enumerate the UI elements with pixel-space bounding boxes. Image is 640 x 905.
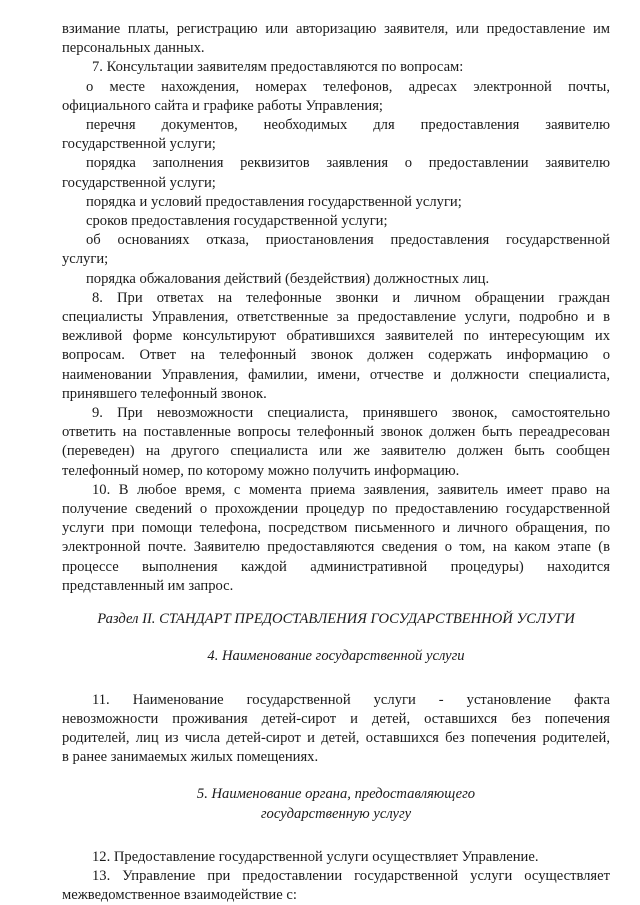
- text-line: специалисты Управления, ответственные за предоставление услуги, подробно и в: [62, 309, 610, 326]
- paragraph-13: [62, 867, 610, 905]
- text-line: официального сайта и графике работы Управления;: [62, 97, 383, 114]
- text-line: родителей, лиц из числа детей-сирот и детей, оставшихся без попечения родителей,: [62, 729, 610, 746]
- heading-line: государственную услугу: [260, 805, 412, 822]
- text-line: получение сведений о прохождении процедур по предоставлению государственной: [62, 501, 610, 518]
- text-line: 8. При ответах на телефонные звонки и личном обращении граждан: [92, 289, 610, 306]
- paragraph-9: [62, 404, 610, 481]
- paragraph-11: [62, 691, 610, 768]
- text-line: перечня документов, необходимых для предоставления заявителю: [86, 117, 610, 134]
- text-line: об основаниях отказа, приостановления предоставления государственной: [86, 232, 610, 249]
- text-line: услуги;: [62, 251, 109, 268]
- text-line: порядка обжалования действий (бездействия) должностных лиц.: [86, 270, 490, 287]
- text-line: межведомственное взаимодействие с:: [62, 887, 297, 904]
- text-line: 13. Управление при предоставлении государственной услуги осуществляет: [92, 867, 610, 884]
- text-line: государственной услуги;: [62, 174, 216, 191]
- paragraph-12: [62, 848, 610, 867]
- text-line: порядка и условий предоставления государственной услуги;: [86, 193, 462, 210]
- text-line: невозможности проживания детей-сирот и детей, оставшихся без попечения: [62, 710, 610, 727]
- text-line: государственной услуги;: [62, 136, 216, 153]
- text-line: наименовании Управления, фамилии, имени, отчестве и должности специалиста,: [62, 366, 610, 383]
- paragraph-intro: [62, 20, 610, 58]
- text-line: 12. Предоставление государственной услуги осуществляет Управление.: [92, 848, 539, 865]
- text-line: (переведен) на другого специалиста или же заявителю должен быть сообщен: [62, 443, 610, 460]
- text-line: взимание платы, регистрацию или авторизацию заявителя, или предоставление им: [62, 21, 610, 37]
- text-line: вежливой форме консультируют обратившихся заявителей по интересующим их: [62, 328, 610, 345]
- text-line: персональных данных.: [62, 40, 205, 57]
- text-line: электронной почте. Заявителю предоставляются сведения о том, на каком этапе (в: [62, 539, 610, 556]
- heading-5: [62, 785, 610, 823]
- text-line: процессе выполнения каждой административной процедуры) находится: [62, 558, 610, 575]
- heading-4: 4. Наименование государственной услуги: [207, 648, 465, 665]
- text-line: в ранее занимаемых жилых помещениях.: [62, 749, 319, 766]
- text-line: представленный им запрос.: [62, 577, 234, 594]
- paragraph-8: [62, 289, 610, 404]
- text-line: принявшего телефонный звонок.: [62, 385, 267, 402]
- text-line: сроков предоставления государственной услуги;: [86, 213, 388, 230]
- text-line: 10. В любое время, с момента приема заявления, заявитель имеет право на: [92, 481, 610, 498]
- text-line: услуги при помощи телефона, посредством письменного и личного обращения, по: [62, 520, 610, 537]
- paragraph-7: [62, 58, 610, 288]
- text-line: 9. При невозможности специалиста, принявшего звонок, самостоятельно: [92, 405, 610, 422]
- paragraph-10: [62, 481, 610, 596]
- text-line: 7. Консультации заявителям предоставляются по вопросам:: [92, 59, 464, 76]
- text-line: телефонный номер, по которому можно получить информацию.: [62, 462, 460, 479]
- document-page: [62, 20, 610, 905]
- text-line: о месте нахождения, номерах телефонов, адресах электронной почты,: [86, 78, 610, 95]
- heading-line: 5. Наименование органа, предоставляющего: [196, 786, 476, 803]
- text-line: порядка заполнения реквизитов заявления о предоставлении заявителю: [86, 155, 610, 172]
- text-line: 11. Наименование государственной услуги - установление факта: [92, 691, 610, 708]
- text-line: вопросам. Ответ на телефонный звонок должен содержать информацию о: [62, 347, 610, 364]
- section-title: Раздел II. СТАНДАРТ ПРЕДОСТАВЛЕНИЯ ГОСУДАРСТВЕННОЙ УСЛУГИ: [97, 611, 575, 628]
- text-line: ответить на поставленные вопросы телефонный звонок должен быть переадресован: [62, 424, 610, 441]
